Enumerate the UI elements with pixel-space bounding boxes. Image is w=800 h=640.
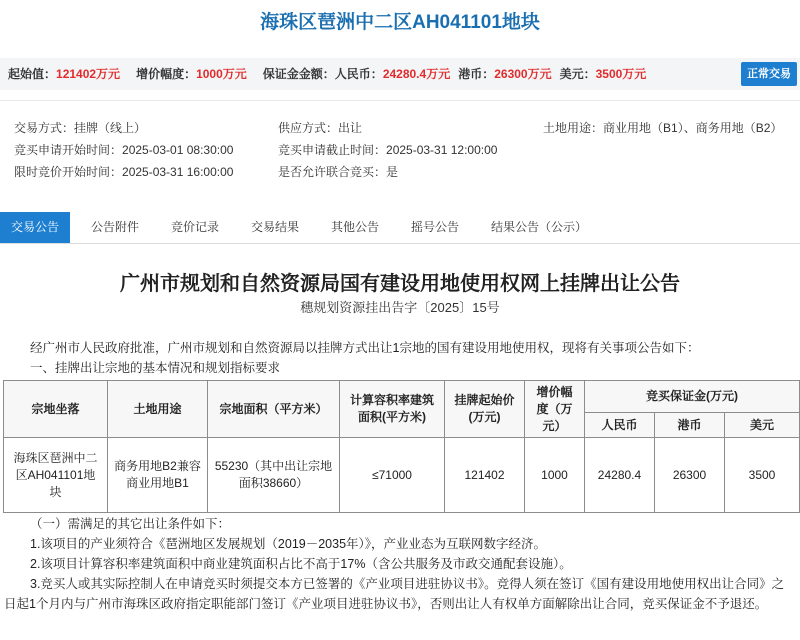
info-value: 挂牌（线上） (74, 121, 147, 135)
col-header-floor-area: 计算容积率建筑面积(平方米) (340, 381, 445, 438)
page-title: 海珠区琶洲中二区AH041101地块 (260, 12, 540, 33)
cell-deposit-rmb: 24280.4 (585, 438, 655, 513)
section-heading: 一、挂牌出让宗地的基本情况和规划指标要求 (30, 361, 281, 375)
deposit-usd-value: 3500万元 (595, 67, 647, 81)
notice-intro: 经广州市人民政府批准，广州市规划和自然资源局以挂牌方式出让1宗地的国有建设用地使用权，现将有关事项公告如下： (30, 341, 700, 355)
tab-lottery-notice[interactable]: 摇号公告 (410, 220, 459, 234)
info-bid-start (14, 161, 233, 183)
info-label: 竞买申请截止时间： (278, 143, 387, 157)
col-header-land-use: 土地用途 (108, 381, 208, 438)
notice-doc-number: 穗规划资源挂出告字〔2025〕15号 (300, 300, 500, 315)
cell-land-use: 商务用地B2兼容商业用地B1 (108, 438, 208, 513)
col-header-rmb: 人民币 (585, 413, 655, 438)
tab-trade-notice[interactable]: 交易公告 (0, 212, 70, 243)
deposit-rmb-label: 人民币： (334, 67, 383, 81)
info-label: 竞买申请开始时间： (14, 143, 123, 157)
start-price-label: 起始值： (8, 67, 57, 81)
info-apply-end (278, 139, 497, 161)
cell-location: 海珠区琶洲中二区AH041101地块 (4, 438, 108, 513)
cell-floor-area: ≤71000 (340, 438, 445, 513)
col-header-location: 宗地坐落 (4, 381, 108, 438)
deposit-usd-label: 美元： (559, 67, 596, 81)
condition-item-2: 2.该项目计算容积率建筑面积中商业建筑面积占比不高于17%（含公共服务及市政交通配套设施）。 (30, 557, 572, 571)
cell-land-area: 55230（其中出让宗地面积38660） (208, 438, 340, 513)
deposit-label: 保证金金额： (262, 67, 335, 81)
tab-trade-results[interactable]: 交易结果 (250, 220, 299, 234)
col-header-land-area: 宗地面积（平方米） (208, 381, 340, 438)
condition-item-1: 1.该项目的产业须符合《琶洲地区发展规划（2019－2035年）》，产业业态为互联网数字经济。 (30, 537, 547, 551)
tab-bid-records[interactable]: 竞价记录 (170, 220, 219, 234)
info-apply-start (14, 139, 233, 161)
col-header-start-price: 挂牌起始价(万元) (445, 381, 525, 438)
cell-increment: 1000 (525, 438, 585, 513)
conditions-block (4, 514, 796, 614)
deposit-hkd-label: 港币： (458, 67, 495, 81)
info-value: 2025-03-31 16:00:00 (122, 165, 234, 179)
info-value: 商业用地（B1）、商务用地（B2） (603, 121, 783, 135)
info-supply-method (278, 117, 362, 139)
trade-status-button[interactable]: 正常交易 (741, 62, 797, 86)
price-summary-line (8, 58, 646, 90)
deposit-rmb-value: 24280.4万元 (382, 67, 451, 81)
tab-result-publicity[interactable]: 结果公告（公示） (491, 220, 588, 234)
col-header-usd: 美元 (725, 413, 800, 438)
info-label: 土地用途： (543, 121, 604, 135)
info-label: 限时竞价开始时间： (14, 165, 123, 179)
col-header-hkd: 港币 (655, 413, 725, 438)
conditions-heading: （一）需满足的其它出让条件如下： (30, 517, 231, 531)
increment-label: 增价幅度： (136, 67, 197, 81)
tab-other-notices[interactable]: 其他公告 (330, 220, 379, 234)
col-header-deposit: 竞买保证金(万元) (585, 381, 800, 413)
price-summary-bar (0, 58, 800, 90)
info-joint-bid (278, 161, 398, 183)
notice-title: 广州市规划和自然资源局国有建设用地使用权网上挂牌出让公告 (120, 273, 680, 295)
info-value: 2025-03-31 12:00:00 (386, 143, 498, 157)
info-value: 是 (386, 165, 399, 179)
deposit-hkd-value: 26300万元 (494, 67, 552, 81)
cell-deposit-usd: 3500 (725, 438, 800, 513)
increment-value: 1000万元 (196, 67, 247, 81)
cell-start-price: 121402 (445, 438, 525, 513)
info-value: 出让 (338, 121, 363, 135)
cell-deposit-hkd: 26300 (655, 438, 725, 513)
divider (0, 100, 800, 101)
condition-item-3: 3.竞买人或其实际控制人在申请竞买时须提交本方已签署的《产业项目进驻协议书》。竞得人须在签订《国有建设用地使用权出让合同》之日起1个月内与广州市海珠区政府指定职能部门签订《产业项目进驻协议书》，否则出让人有权单方面解除出让合同，竞买保证金不予退还。 (4, 577, 785, 611)
land-table (3, 380, 800, 513)
tab-bar (0, 212, 800, 244)
tab-notice-attachments[interactable]: 公告附件 (90, 220, 139, 234)
start-price-value: 121402万元 (56, 67, 121, 81)
info-land-use (543, 117, 782, 139)
info-value: 2025-03-01 08:30:00 (122, 143, 234, 157)
info-label: 交易方式： (14, 121, 75, 135)
col-header-increment: 增价幅度（万元） (525, 381, 585, 438)
table-row (4, 438, 800, 513)
info-label: 供应方式： (278, 121, 339, 135)
info-label: 是否允许联合竞买： (278, 165, 387, 179)
info-trade-method (14, 117, 146, 139)
